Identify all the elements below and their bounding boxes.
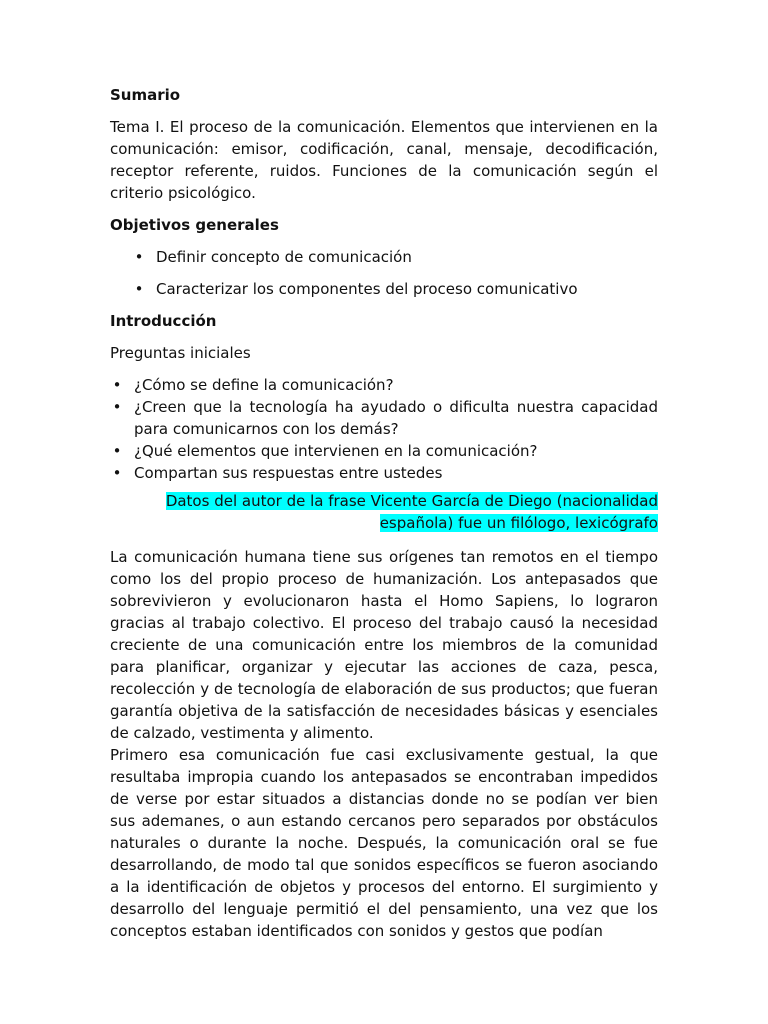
question-text: Compartan sus respuestas entre ustedes (134, 464, 443, 482)
list-item (110, 440, 658, 462)
bullet-icon: • (134, 248, 144, 266)
list-item (132, 246, 658, 268)
objective-text: Definir concepto de comunicación (156, 248, 412, 266)
highlight-line-2: española) fue un filólogo, lexicógrafo (379, 514, 658, 532)
body-paragraph-2: Primero esa comunicación fue casi exclusivamente gestual, la que resultaba impropia cuando los antepasados se encontraban impedidos de verse por estar situados a distancias donde no se podían ver bien sus ademanes, o aun estando cercanos pero separados por obstáculos naturales o durante la noche. Después, la comunicación oral se fue desarrollando, de modo tal que sonidos específicos se fueron asociando a la identificación de objetos y procesos del entorno. El surgimiento y desarrollo del lenguaje permitió el del pensamiento, una vez que los conceptos estaban identificados con sonidos y gestos que podían (110, 746, 658, 940)
objectives-list (110, 246, 658, 300)
question-text: ¿Creen que la tecnología ha ayudado o dificulta nuestra capacidad para comunicarnos con los demás? (134, 398, 658, 438)
questions-list (110, 374, 658, 484)
bullet-icon: • (112, 442, 122, 460)
introduccion-heading: Introducción (110, 312, 217, 330)
bullet-icon: • (112, 398, 122, 416)
sumario-text: Tema I. El proceso de la comunicación. Elementos que intervienen en la comunicación: emisor, codificación, canal, mensaje, decodificación, receptor referente, ruidos. Funciones de la comunicación según el criterio psicológico. (110, 118, 658, 202)
list-item (110, 462, 658, 484)
question-text: ¿Cómo se define la comunicación? (134, 376, 394, 394)
question-text: ¿Qué elementos que intervienen en la comunicación? (134, 442, 538, 460)
preguntas-subheading: Preguntas iniciales (110, 344, 251, 362)
bullet-icon: • (112, 464, 122, 482)
list-item (132, 278, 658, 300)
highlighted-author-note (110, 490, 658, 534)
list-item (110, 374, 658, 396)
list-item (110, 396, 658, 440)
body-paragraph-1: La comunicación humana tiene sus orígenes tan remotos en el tiempo como los del propio proceso de humanización. Los antepasados que sobrevivieron y evolucionaron hasta el Homo Sapiens, lo lograron gracias al trabajo colectivo. El proceso del trabajo causó la necesidad creciente de una comunicación entre los miembros de la comunidad para planificar, organizar y ejecutar las acciones de caza, pesca, recolección y de tecnología de elaboración de sus productos; que fueran garantía objetiva de la satisfacción de necesidades básicas y esenciales de calzado, vestimenta y alimento. (110, 548, 658, 742)
bullet-icon: • (112, 376, 122, 394)
objetivos-heading: Objetivos generales (110, 216, 279, 234)
sumario-heading: Sumario (110, 86, 181, 104)
objective-text: Caracterizar los componentes del proceso comunicativo (156, 280, 578, 298)
highlight-line-1: Datos del autor de la frase Vicente García de Diego (nacionalidad (165, 492, 658, 510)
bullet-icon: • (134, 280, 144, 298)
